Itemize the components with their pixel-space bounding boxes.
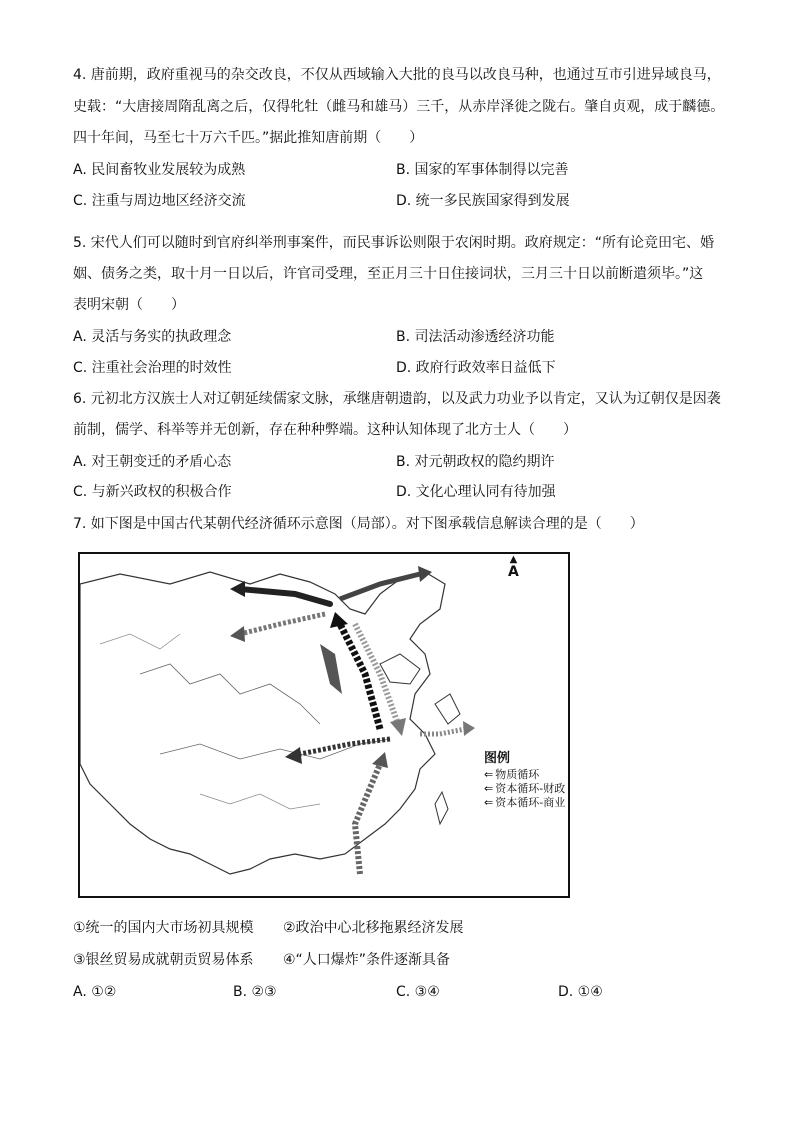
q5-stem-line-1: 5. 宋代人们可以随时到官府纠举刑事案件，而民事诉讼则限于农闲时期。政府规定：“所有论竞田宅、婚 (73, 235, 715, 251)
q5-stem-line-2: 姻、债务之类，取十月一日以后，许官司受理，至正月三十日住接词状，三月三十日以前断遣须毕。”这 (73, 266, 704, 282)
legend-label: 物质循环 (495, 768, 540, 781)
q5-option-a[interactable]: A. 灵活与务实的执政理念 (73, 329, 232, 345)
flow-arrow-west-1 (240, 589, 330, 604)
arrowhead-1 (230, 581, 245, 597)
land-outline (80, 572, 445, 874)
arrowhead-5 (390, 718, 406, 736)
q4-stem-line-3: 四十年间，马至七十万六千匹。”据此推知唐前期（ ） (73, 130, 424, 146)
river-line-1 (140, 664, 320, 724)
legend-arrow-icon: ⇐ (484, 782, 494, 795)
q6-option-b[interactable]: B. 对元朝政权的隐约期许 (396, 454, 555, 470)
q5-option-d[interactable]: D. 政府行政效率日益低下 (396, 360, 556, 376)
q6-option-c[interactable]: C. 与新兴政权的积极合作 (73, 484, 232, 500)
q4-option-d[interactable]: D. 统一多民族国家得到发展 (396, 193, 570, 209)
river-line-2 (160, 739, 390, 759)
arrowhead-7 (372, 752, 388, 768)
north-arrow-icon: ▲ A (508, 554, 519, 580)
q7-statement-2: ②政治中心北移拖累经济发展 (283, 920, 464, 936)
flow-arrow-northeast (340, 574, 420, 599)
flow-arrow-east-sea (420, 729, 465, 734)
legend-label: 资本循环-财政 (495, 782, 566, 795)
q7-stem-line-1: 7. 如下图是中国古代某朝代经济循环示意图（局部）。对下图承载信息解读合理的是（ ） (73, 516, 644, 532)
terrain-line-2 (200, 794, 320, 809)
arrowhead-6 (285, 747, 302, 764)
island-outline (435, 694, 460, 724)
arrowhead-8 (463, 721, 475, 736)
legend-item-fiscal (484, 782, 565, 796)
terrain-line-1 (100, 634, 180, 649)
arrowhead-3 (418, 566, 432, 582)
q4-option-a[interactable]: A. 民间畜牧业发展较为成熟 (73, 162, 246, 178)
q7-option-a[interactable]: A. ①② (73, 984, 117, 1000)
peninsula-outline (380, 654, 420, 684)
q6-option-a[interactable]: A. 对王朝变迁的矛盾心态 (73, 454, 232, 470)
q7-option-c[interactable]: C. ③④ (396, 984, 440, 1000)
q7-statement-1: ①统一的国内大市场初具规模 (73, 920, 254, 936)
q6-option-d[interactable]: D. 文化心理认同有待加强 (396, 484, 556, 500)
shaded-flow-region (320, 644, 342, 694)
legend-arrow-icon: ⇐ (484, 768, 494, 781)
map-graphic (80, 554, 568, 896)
q4-option-b[interactable]: B. 国家的军事体制得以完善 (396, 162, 569, 178)
q7-option-d[interactable]: D. ①④ (558, 984, 603, 1000)
q4-stem-line-1: 4. 唐前期，政府重视马的杂交改良，不仅从西域输入大批的良马以改良马种，也通过互市引进异域良马， (73, 67, 721, 83)
q7-statement-3: ③银丝贸易成就朝贡贸易体系 (73, 952, 254, 968)
q5-stem-line-3: 表明宋朝（ ） (73, 297, 185, 313)
legend-arrow-icon: ⇐ (484, 796, 494, 809)
legend-item-material (484, 768, 565, 782)
legend-item-commercial (484, 796, 565, 810)
q4-stem-line-2: 史载：“大唐接周隋乱离之后，仅得牝牡（雌马和雄马）三千，从赤岸泽徙之陇右。肇自贞观，成于麟德。 (73, 99, 725, 115)
q6-stem-line-2: 前制，儒学、科举等并无创新，存在种种弊端。这种认知体现了北方士人（ ） (73, 422, 577, 438)
q5-option-c[interactable]: C. 注重社会治理的时效性 (73, 360, 232, 376)
q4-option-c[interactable]: C. 注重与周边地区经济交流 (73, 193, 246, 209)
q7-statement-4: ④“人口爆炸”条件逐渐具备 (283, 952, 451, 968)
flow-arrow-west-2 (240, 614, 325, 634)
economic-circulation-map (78, 552, 570, 898)
arrowhead-2 (230, 626, 245, 642)
q6-stem-line-1: 6. 元初北方汉族士人对辽朝延续儒家文脉，承继唐朝遗韵，以及武力功业予以肯定，又认为辽朝仅是因袭 (73, 391, 721, 407)
legend-label: 资本循环-商业 (495, 796, 566, 809)
map-legend (484, 752, 565, 810)
north-label: A (508, 564, 519, 580)
flow-arrow-south-north-1 (355, 764, 380, 874)
legend-title: 图例 (484, 751, 511, 766)
taiwan-outline (435, 792, 448, 824)
q7-option-b[interactable]: B. ②③ (233, 984, 277, 1000)
q5-option-b[interactable]: B. 司法活动渗透经济功能 (396, 329, 555, 345)
arrowhead-4 (330, 612, 348, 628)
